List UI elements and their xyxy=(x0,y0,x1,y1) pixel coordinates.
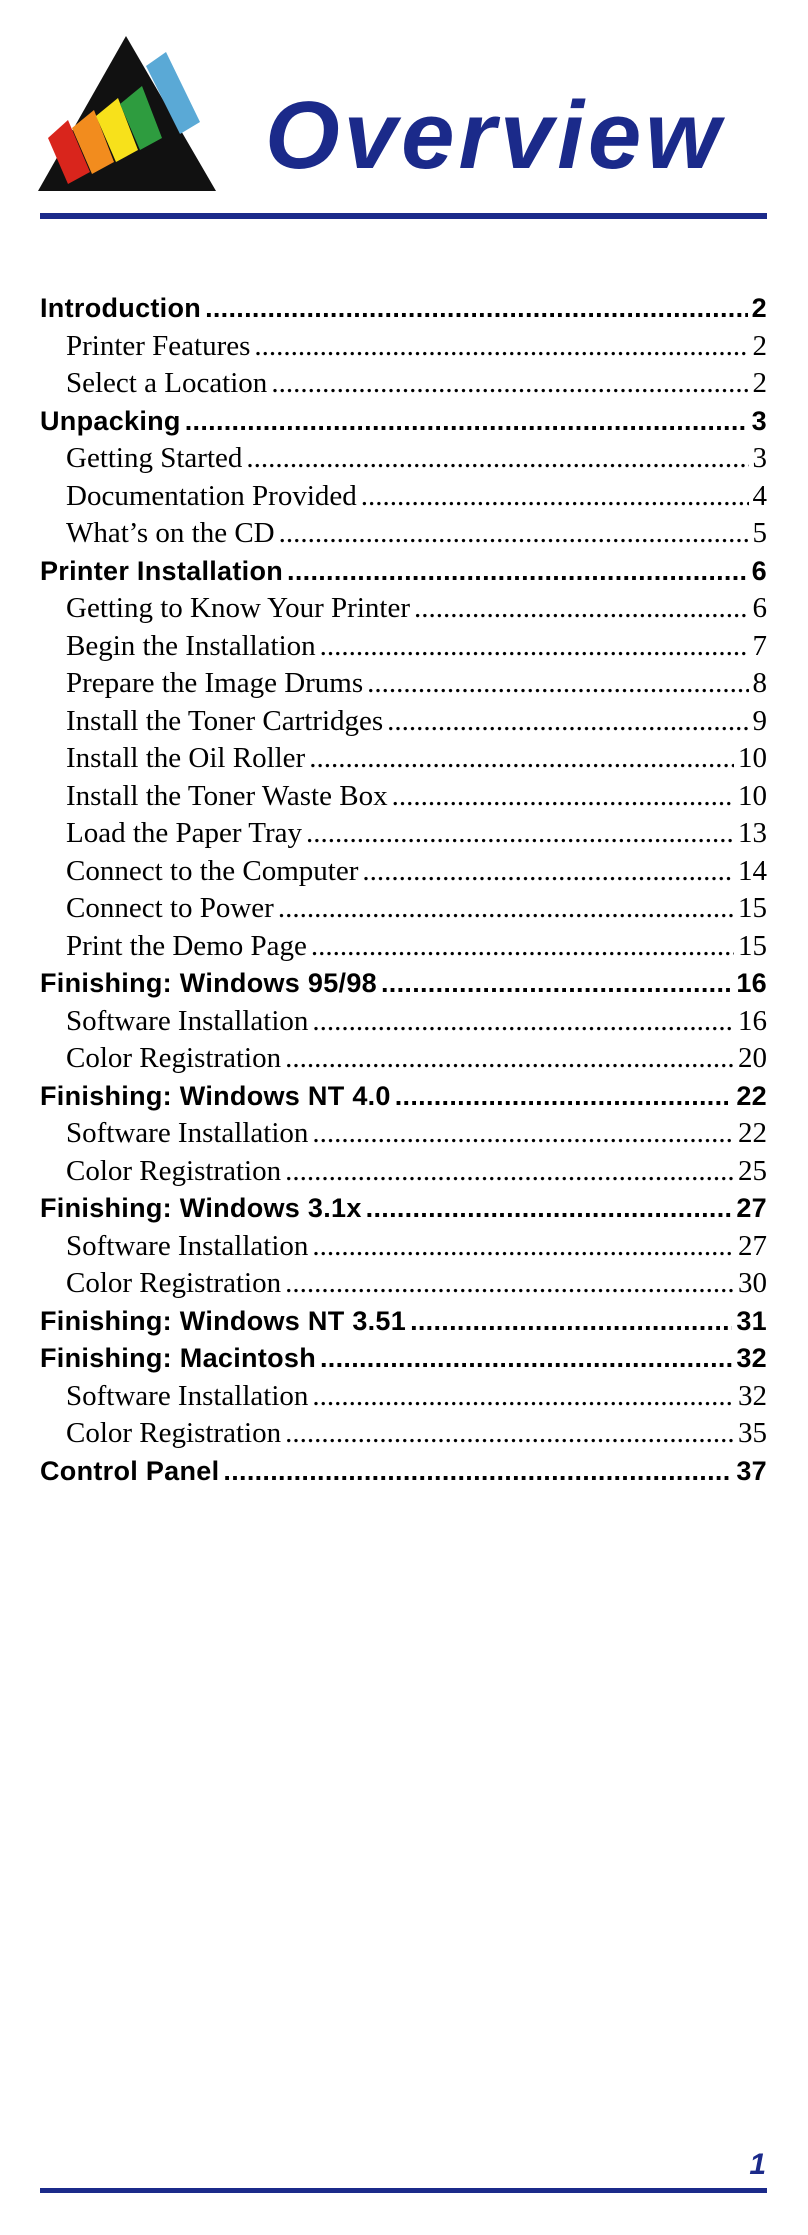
toc-entry-page: 6 xyxy=(752,592,767,624)
toc-entry-page: 3 xyxy=(752,442,767,474)
toc-subsection-entry[interactable] xyxy=(40,1415,767,1453)
toc-entry-label: Finishing: Windows 95/98 xyxy=(40,968,377,998)
toc-entry-label: Unpacking xyxy=(40,405,181,436)
toc-entry-page: 9 xyxy=(752,704,767,737)
toc-dot-leader xyxy=(285,1415,734,1453)
toc-subsection-entry[interactable] xyxy=(40,703,767,741)
toc-entry-label: Color Registration xyxy=(66,1417,282,1449)
toc-subsection-entry[interactable] xyxy=(40,1115,767,1153)
toc-entry-label: Print the Demo Page xyxy=(66,929,307,962)
toc-entry-label: Control Panel xyxy=(40,1455,220,1486)
toc-entry-page: 6 xyxy=(751,555,767,586)
toc-section-entry[interactable] xyxy=(40,1453,767,1491)
toc-entry-label: Connect to the Computer xyxy=(66,854,359,887)
toc-dot-leader xyxy=(395,1078,733,1116)
toc-entry-label: Load the Paper Tray xyxy=(66,817,302,849)
toc-entry-page: 5 xyxy=(752,517,767,549)
toc-subsection-entry[interactable] xyxy=(40,815,767,853)
toc-entry-page: 25 xyxy=(738,1154,767,1187)
toc-dot-leader xyxy=(287,553,748,591)
toc-entry-label: Color Registration xyxy=(66,1042,282,1074)
toc-entry-label: Connect to Power xyxy=(66,892,274,924)
toc-entry-page: 15 xyxy=(738,892,767,924)
page-number: 1 xyxy=(749,2148,766,2181)
toc-dot-leader xyxy=(387,703,748,741)
toc-subsection-entry[interactable] xyxy=(40,590,767,628)
toc-section-entry[interactable] xyxy=(40,965,767,1003)
toc-entry-page: 10 xyxy=(738,742,767,774)
toc-entry-page: 20 xyxy=(738,1042,767,1074)
toc-entry-label: Software Installation xyxy=(66,1229,309,1262)
toc-entry-label: Begin the Installation xyxy=(66,629,316,662)
toc-subsection-entry[interactable] xyxy=(40,1003,767,1041)
toc-subsection-entry[interactable] xyxy=(40,778,767,816)
toc-entry-page: 4 xyxy=(752,479,767,512)
toc-dot-leader xyxy=(410,1303,732,1341)
toc-entry-label: Select a Location xyxy=(66,367,268,399)
toc-subsection-entry[interactable] xyxy=(40,740,767,778)
toc-dot-leader xyxy=(278,890,734,928)
toc-entry-label: Finishing: Windows 3.1x xyxy=(40,1193,362,1223)
toc-entry-label: Documentation Provided xyxy=(66,479,357,512)
toc-dot-leader xyxy=(392,778,734,816)
toc-entry-page: 2 xyxy=(752,329,767,362)
toc-entry-page: 32 xyxy=(738,1379,767,1412)
toc-entry-label: Printer Installation xyxy=(40,555,284,586)
toc-subsection-entry[interactable] xyxy=(40,478,767,516)
toc-dot-leader xyxy=(271,365,748,403)
toc-entry-page: 27 xyxy=(736,1193,767,1223)
toc-subsection-entry[interactable] xyxy=(40,1153,767,1191)
toc-entry-page: 2 xyxy=(751,293,767,323)
toc-subsection-entry[interactable] xyxy=(40,1228,767,1266)
toc-entry-page: 22 xyxy=(736,1080,767,1111)
toc-dot-leader xyxy=(279,515,749,553)
toc-section-entry[interactable] xyxy=(40,1190,767,1228)
toc-dot-leader xyxy=(367,665,748,703)
toc-subsection-entry[interactable] xyxy=(40,890,767,928)
toc-entry-page: 30 xyxy=(738,1267,767,1299)
toc-entry-label: Color Registration xyxy=(66,1267,282,1299)
toc-entry-page: 27 xyxy=(738,1229,767,1262)
toc-subsection-entry[interactable] xyxy=(40,665,767,703)
toc-section-entry[interactable] xyxy=(40,290,767,328)
toc-entry-label: Color Registration xyxy=(66,1154,282,1187)
toc-section-entry[interactable] xyxy=(40,403,767,441)
toc-subsection-entry[interactable] xyxy=(40,515,767,553)
toc-entry-page: 7 xyxy=(752,629,767,662)
toc-entry-label: Finishing: Windows NT 3.51 xyxy=(40,1305,407,1336)
toc-entry-label: What’s on the CD xyxy=(66,517,275,549)
toc-dot-leader xyxy=(312,1115,734,1153)
toc-dot-leader xyxy=(320,1340,732,1378)
toc-subsection-entry[interactable] xyxy=(40,1040,767,1078)
toc-dot-leader xyxy=(306,815,734,853)
toc-entry-label: Install the Toner Waste Box xyxy=(66,779,388,812)
toc-dot-leader xyxy=(246,440,748,478)
toc-dot-leader xyxy=(312,1228,734,1266)
toc-entry-page: 13 xyxy=(738,817,767,849)
toc-entry-page: 15 xyxy=(738,929,767,962)
footer-rule xyxy=(40,2188,767,2193)
toc-entry-page: 8 xyxy=(752,667,767,699)
toc-entry-page: 31 xyxy=(736,1305,767,1336)
toc-entry-label: Getting to Know Your Printer xyxy=(66,592,410,624)
table-of-contents xyxy=(40,290,767,1490)
toc-entry-label: Getting Started xyxy=(66,442,243,474)
toc-dot-leader xyxy=(205,290,748,328)
toc-entry-page: 16 xyxy=(738,1004,767,1037)
toc-dot-leader xyxy=(285,1265,734,1303)
toc-entry-label: Software Installation xyxy=(66,1117,309,1149)
toc-entry-page: 32 xyxy=(736,1343,767,1373)
page-title: Overview xyxy=(265,82,724,189)
toc-section-entry[interactable] xyxy=(40,1303,767,1341)
toc-section-entry[interactable] xyxy=(40,1340,767,1378)
toc-subsection-entry[interactable] xyxy=(40,853,767,891)
toc-dot-leader xyxy=(312,1003,734,1041)
toc-entry-page: 22 xyxy=(738,1117,767,1149)
toc-dot-leader xyxy=(381,965,732,1003)
toc-subsection-entry[interactable] xyxy=(40,628,767,666)
color-prism-logo xyxy=(38,36,218,196)
toc-subsection-entry[interactable] xyxy=(40,365,767,403)
toc-section-entry[interactable] xyxy=(40,553,767,591)
toc-dot-leader xyxy=(254,328,748,366)
toc-dot-leader xyxy=(362,853,734,891)
toc-entry-page: 35 xyxy=(738,1417,767,1449)
toc-entry-label: Introduction xyxy=(40,293,202,323)
toc-subsection-entry[interactable] xyxy=(40,928,767,966)
toc-entry-page: 2 xyxy=(752,367,767,399)
toc-dot-leader xyxy=(309,740,734,778)
toc-entry-label: Prepare the Image Drums xyxy=(66,667,364,699)
toc-dot-leader xyxy=(285,1153,734,1191)
toc-dot-leader xyxy=(311,928,734,966)
toc-entry-page: 37 xyxy=(736,1455,767,1486)
toc-dot-leader xyxy=(312,1378,734,1416)
toc-dot-leader xyxy=(320,628,749,666)
toc-dot-leader xyxy=(361,478,749,516)
toc-dot-leader xyxy=(223,1453,732,1491)
toc-entry-page: 16 xyxy=(736,968,767,998)
toc-subsection-entry[interactable] xyxy=(40,1378,767,1416)
toc-entry-label: Install the Oil Roller xyxy=(66,742,306,774)
toc-dot-leader xyxy=(285,1040,734,1078)
toc-entry-label: Software Installation xyxy=(66,1379,309,1412)
toc-entry-label: Install the Toner Cartridges xyxy=(66,704,384,737)
toc-entry-label: Finishing: Windows NT 4.0 xyxy=(40,1080,391,1111)
toc-entry-label: Finishing: Macintosh xyxy=(40,1343,316,1373)
toc-section-entry[interactable] xyxy=(40,1078,767,1116)
toc-dot-leader xyxy=(366,1190,733,1228)
toc-entry-label: Software Installation xyxy=(66,1004,309,1037)
toc-entry-page: 10 xyxy=(738,779,767,812)
toc-subsection-entry[interactable] xyxy=(40,328,767,366)
toc-entry-page: 14 xyxy=(738,854,767,887)
toc-subsection-entry[interactable] xyxy=(40,1265,767,1303)
toc-entry-page: 3 xyxy=(751,405,767,436)
toc-entry-label: Printer Features xyxy=(66,329,251,362)
toc-subsection-entry[interactable] xyxy=(40,440,767,478)
toc-dot-leader xyxy=(185,403,748,441)
header-rule xyxy=(40,213,767,219)
toc-dot-leader xyxy=(414,590,749,628)
